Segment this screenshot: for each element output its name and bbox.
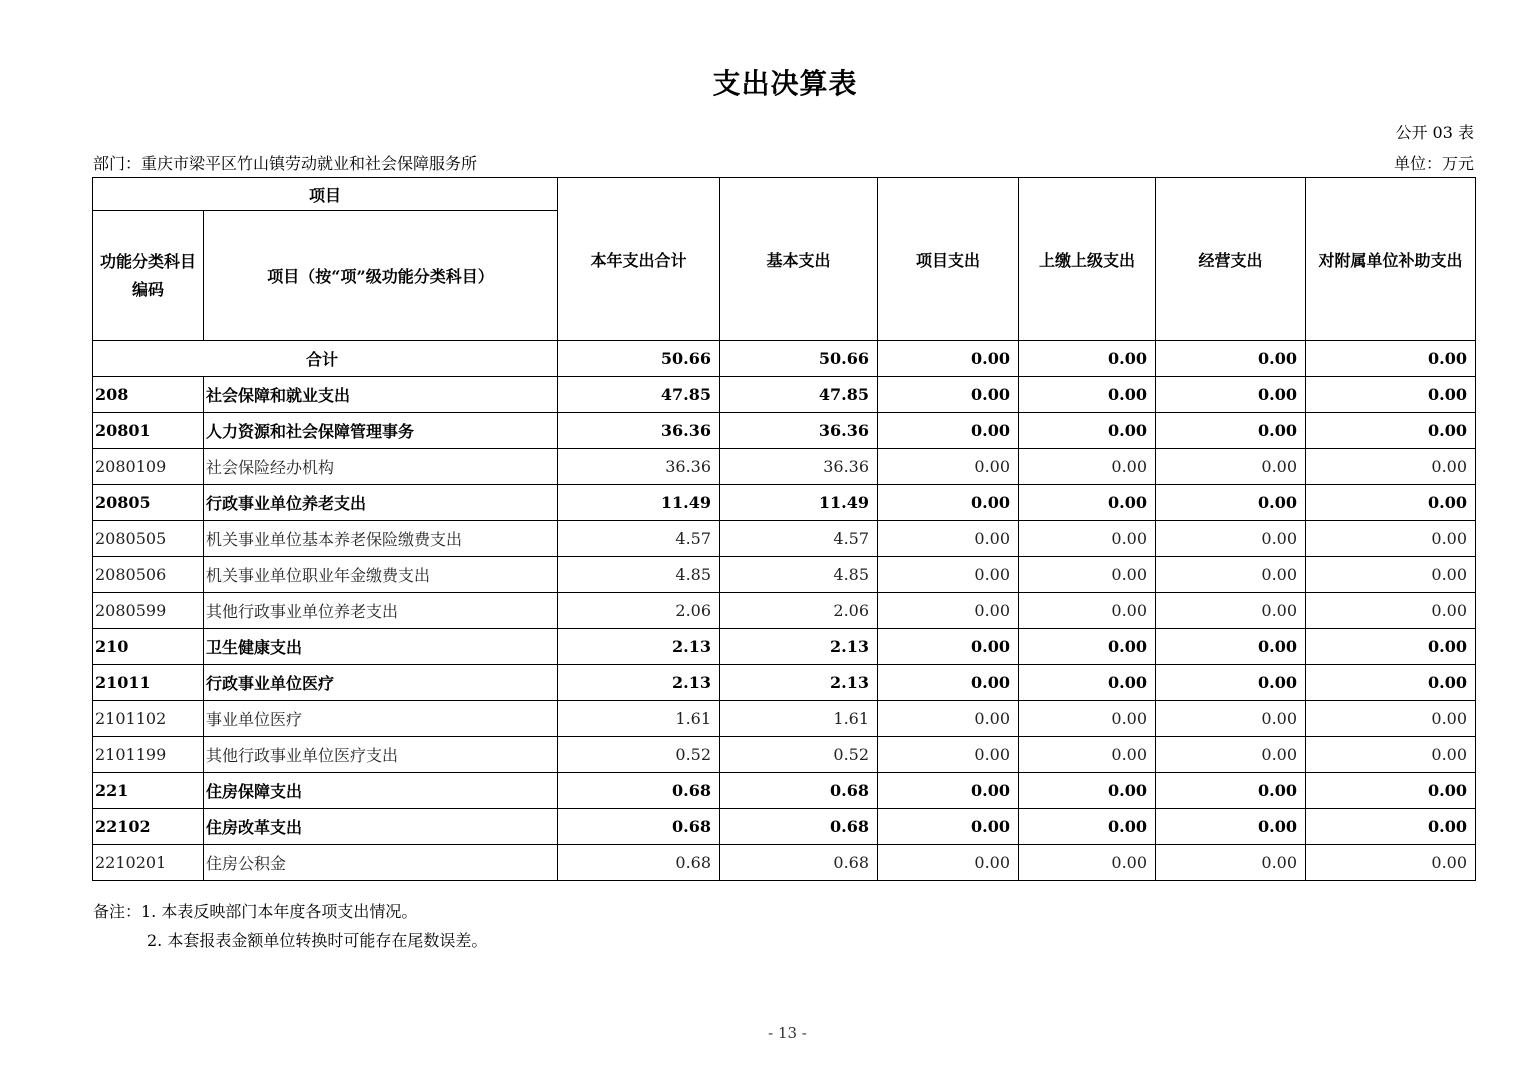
cell-subsidy: 0.00 bbox=[1306, 665, 1476, 701]
cell-total: 36.36 bbox=[558, 413, 720, 449]
notes bbox=[93, 897, 487, 955]
cell-subsidy: 0.00 bbox=[1306, 737, 1476, 773]
cell-name: 人力资源和社会保障管理事务 bbox=[204, 413, 558, 449]
header-func-code: 功能分类科目编码 bbox=[93, 211, 204, 341]
header-upper: 上缴上级支出 bbox=[1019, 178, 1156, 341]
unit-label: 单位：万元 bbox=[1393, 154, 1474, 173]
header-item: 项目 bbox=[93, 178, 558, 211]
cell-upper: 0.00 bbox=[1019, 809, 1156, 845]
cell-upper: 0.00 bbox=[1019, 701, 1156, 737]
cell-upper: 0.00 bbox=[1019, 377, 1156, 413]
cell-subsidy: 0.00 bbox=[1306, 449, 1476, 485]
cell-project: 0.00 bbox=[878, 773, 1019, 809]
cell-name: 社会保险经办机构 bbox=[204, 449, 558, 485]
cell-total: 4.57 bbox=[558, 521, 720, 557]
cell-upper: 0.00 bbox=[1019, 665, 1156, 701]
cell-project: 0.00 bbox=[878, 845, 1019, 881]
cell-code: 2080505 bbox=[93, 521, 204, 557]
page-title: 支出决算表 bbox=[712, 67, 858, 100]
cell-subsidy: 0.00 bbox=[1306, 485, 1476, 521]
header-item-name: 项目（按“项”级功能分类科目） bbox=[204, 211, 558, 341]
total-upper: 0.00 bbox=[1019, 341, 1156, 377]
cell-business: 0.00 bbox=[1156, 485, 1306, 521]
table-row bbox=[93, 485, 1476, 521]
expenditure-table bbox=[92, 177, 1476, 881]
cell-basic: 4.85 bbox=[720, 557, 878, 593]
cell-total: 4.85 bbox=[558, 557, 720, 593]
cell-name: 其他行政事业单位养老支出 bbox=[204, 593, 558, 629]
table-row bbox=[93, 665, 1476, 701]
table-row bbox=[93, 557, 1476, 593]
cell-upper: 0.00 bbox=[1019, 629, 1156, 665]
cell-total: 0.68 bbox=[558, 809, 720, 845]
table-row bbox=[93, 449, 1476, 485]
cell-basic: 0.68 bbox=[720, 809, 878, 845]
cell-name: 行政事业单位养老支出 bbox=[204, 485, 558, 521]
cell-code: 21011 bbox=[93, 665, 204, 701]
table-row bbox=[93, 737, 1476, 773]
cell-basic: 0.52 bbox=[720, 737, 878, 773]
cell-name: 住房保障支出 bbox=[204, 773, 558, 809]
cell-business: 0.00 bbox=[1156, 773, 1306, 809]
cell-business: 0.00 bbox=[1156, 413, 1306, 449]
total-label: 合计 bbox=[93, 341, 558, 377]
cell-project: 0.00 bbox=[878, 629, 1019, 665]
table-row bbox=[93, 701, 1476, 737]
cell-upper: 0.00 bbox=[1019, 521, 1156, 557]
table-code: 公开 03 表 bbox=[1395, 123, 1474, 142]
cell-basic: 2.13 bbox=[720, 629, 878, 665]
header-project: 项目支出 bbox=[878, 178, 1019, 341]
cell-total: 0.68 bbox=[558, 773, 720, 809]
cell-total: 0.68 bbox=[558, 845, 720, 881]
cell-project: 0.00 bbox=[878, 557, 1019, 593]
cell-code: 20801 bbox=[93, 413, 204, 449]
cell-upper: 0.00 bbox=[1019, 557, 1156, 593]
cell-subsidy: 0.00 bbox=[1306, 773, 1476, 809]
cell-business: 0.00 bbox=[1156, 701, 1306, 737]
cell-name: 住房公积金 bbox=[204, 845, 558, 881]
cell-business: 0.00 bbox=[1156, 377, 1306, 413]
cell-subsidy: 0.00 bbox=[1306, 593, 1476, 629]
cell-name: 其他行政事业单位医疗支出 bbox=[204, 737, 558, 773]
cell-total: 2.13 bbox=[558, 629, 720, 665]
total-subsidy: 0.00 bbox=[1306, 341, 1476, 377]
cell-subsidy: 0.00 bbox=[1306, 413, 1476, 449]
note-2: 2. 本套报表金额单位转换时可能存在尾数误差。 bbox=[147, 931, 488, 950]
cell-project: 0.00 bbox=[878, 809, 1019, 845]
cell-project: 0.00 bbox=[878, 521, 1019, 557]
cell-name: 行政事业单位医疗 bbox=[204, 665, 558, 701]
cell-project: 0.00 bbox=[878, 593, 1019, 629]
table-row bbox=[93, 773, 1476, 809]
cell-upper: 0.00 bbox=[1019, 413, 1156, 449]
cell-total: 36.36 bbox=[558, 449, 720, 485]
cell-code: 210 bbox=[93, 629, 204, 665]
cell-name: 机关事业单位职业年金缴费支出 bbox=[204, 557, 558, 593]
cell-subsidy: 0.00 bbox=[1306, 809, 1476, 845]
cell-business: 0.00 bbox=[1156, 665, 1306, 701]
cell-code: 2080109 bbox=[93, 449, 204, 485]
cell-upper: 0.00 bbox=[1019, 845, 1156, 881]
cell-project: 0.00 bbox=[878, 665, 1019, 701]
table-row bbox=[93, 413, 1476, 449]
cell-business: 0.00 bbox=[1156, 557, 1306, 593]
header-subsidy: 对附属单位补助支出 bbox=[1306, 178, 1476, 341]
cell-total: 11.49 bbox=[558, 485, 720, 521]
cell-project: 0.00 bbox=[878, 701, 1019, 737]
total-row bbox=[93, 341, 1476, 377]
cell-total: 0.52 bbox=[558, 737, 720, 773]
cell-basic: 36.36 bbox=[720, 449, 878, 485]
header-basic: 基本支出 bbox=[720, 178, 878, 341]
cell-basic: 1.61 bbox=[720, 701, 878, 737]
cell-project: 0.00 bbox=[878, 737, 1019, 773]
cell-code: 2101102 bbox=[93, 701, 204, 737]
cell-code: 2080599 bbox=[93, 593, 204, 629]
cell-code: 20805 bbox=[93, 485, 204, 521]
cell-code: 221 bbox=[93, 773, 204, 809]
cell-total: 47.85 bbox=[558, 377, 720, 413]
cell-code: 2210201 bbox=[93, 845, 204, 881]
cell-basic: 0.68 bbox=[720, 773, 878, 809]
cell-business: 0.00 bbox=[1156, 629, 1306, 665]
cell-subsidy: 0.00 bbox=[1306, 377, 1476, 413]
cell-upper: 0.00 bbox=[1019, 449, 1156, 485]
note-1: 备注：1. 本表反映部门本年度各项支出情况。 bbox=[93, 902, 418, 921]
total-total: 50.66 bbox=[558, 341, 720, 377]
total-project: 0.00 bbox=[878, 341, 1019, 377]
cell-upper: 0.00 bbox=[1019, 593, 1156, 629]
cell-basic: 11.49 bbox=[720, 485, 878, 521]
cell-code: 2080506 bbox=[93, 557, 204, 593]
cell-basic: 36.36 bbox=[720, 413, 878, 449]
cell-name: 机关事业单位基本养老保险缴费支出 bbox=[204, 521, 558, 557]
cell-total: 1.61 bbox=[558, 701, 720, 737]
cell-basic: 2.13 bbox=[720, 665, 878, 701]
table-row bbox=[93, 845, 1476, 881]
cell-project: 0.00 bbox=[878, 449, 1019, 485]
cell-business: 0.00 bbox=[1156, 845, 1306, 881]
table-row bbox=[93, 809, 1476, 845]
header-total: 本年支出合计 bbox=[558, 178, 720, 341]
table-row bbox=[93, 377, 1476, 413]
cell-project: 0.00 bbox=[878, 377, 1019, 413]
cell-upper: 0.00 bbox=[1019, 485, 1156, 521]
cell-name: 住房改革支出 bbox=[204, 809, 558, 845]
total-basic: 50.66 bbox=[720, 341, 878, 377]
department-label: 部门：重庆市梁平区竹山镇劳动就业和社会保障服务所 bbox=[93, 154, 478, 173]
cell-name: 卫生健康支出 bbox=[204, 629, 558, 665]
cell-business: 0.00 bbox=[1156, 809, 1306, 845]
cell-subsidy: 0.00 bbox=[1306, 845, 1476, 881]
cell-code: 208 bbox=[93, 377, 204, 413]
cell-code: 2101199 bbox=[93, 737, 204, 773]
cell-name: 事业单位医疗 bbox=[204, 701, 558, 737]
table-row bbox=[93, 521, 1476, 557]
cell-upper: 0.00 bbox=[1019, 737, 1156, 773]
total-business: 0.00 bbox=[1156, 341, 1306, 377]
cell-project: 0.00 bbox=[878, 485, 1019, 521]
cell-business: 0.00 bbox=[1156, 593, 1306, 629]
cell-project: 0.00 bbox=[878, 413, 1019, 449]
cell-subsidy: 0.00 bbox=[1306, 701, 1476, 737]
table-row bbox=[93, 629, 1476, 665]
cell-basic: 2.06 bbox=[720, 593, 878, 629]
cell-basic: 0.68 bbox=[720, 845, 878, 881]
cell-total: 2.13 bbox=[558, 665, 720, 701]
cell-name: 社会保障和就业支出 bbox=[204, 377, 558, 413]
header-business: 经营支出 bbox=[1156, 178, 1306, 341]
cell-basic: 4.57 bbox=[720, 521, 878, 557]
cell-subsidy: 0.00 bbox=[1306, 557, 1476, 593]
cell-upper: 0.00 bbox=[1019, 773, 1156, 809]
cell-business: 0.00 bbox=[1156, 449, 1306, 485]
cell-business: 0.00 bbox=[1156, 737, 1306, 773]
table-row bbox=[93, 593, 1476, 629]
cell-basic: 47.85 bbox=[720, 377, 878, 413]
cell-subsidy: 0.00 bbox=[1306, 521, 1476, 557]
cell-subsidy: 0.00 bbox=[1306, 629, 1476, 665]
cell-code: 22102 bbox=[93, 809, 204, 845]
cell-business: 0.00 bbox=[1156, 521, 1306, 557]
cell-total: 2.06 bbox=[558, 593, 720, 629]
page-number: - 13 - bbox=[768, 1024, 807, 1042]
